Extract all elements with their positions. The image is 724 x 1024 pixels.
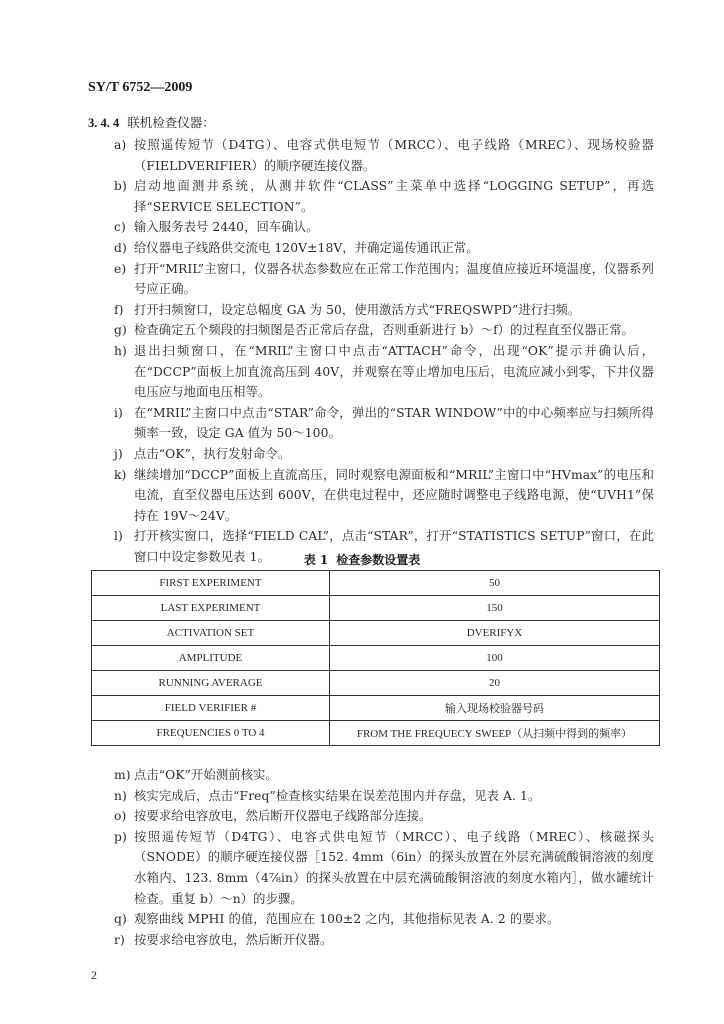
step-text: 按照遥传短节（D4TG）、电容式供电短节（MRCC）、电子线路（MREC）、核磁探头（SNODE）的顺序硬连接仪器［152. 4mm（6in）的探头放置在外层充满硫酸铜溶液的刻度水箱内、123. 8mm（4⅞in）的探头放置在中层充满硫酸铜溶液的刻度水箱内］，做水罐统计检查。重复 b）～n）的步骤。	[134, 829, 654, 906]
step-marker: f)	[114, 302, 124, 317]
procedure-steps-top	[114, 135, 654, 567]
step-text: 打开“MRIL”主窗口，仪器各状态参数应在正常工作范围内；温度值应接近环境温度，仪器系列号应正确。	[134, 261, 654, 297]
step-q	[114, 909, 654, 930]
step-marker: b)	[114, 179, 127, 194]
step-marker: d)	[114, 240, 127, 255]
step-h	[114, 341, 654, 403]
step-d	[114, 238, 654, 259]
step-text: 退出扫频窗口，在“MRIL”主窗口中点击“ATTACH”命令，出现“OK”提示并确认后，在“DCCP”面板上加直流高压到 40V，并观察在等止增加电压后，电流应减小到零，下井仪器电压应与地面电压相等。	[134, 343, 654, 400]
param-value: DVERIFYX	[330, 621, 660, 646]
param-value: 20	[330, 671, 660, 696]
step-text: 按要求给电容放电，然后断开仪器电子线路部分连接。	[134, 809, 432, 824]
param-value: 150	[330, 596, 660, 621]
step-marker: i)	[114, 405, 123, 420]
table-row	[92, 621, 660, 646]
step-text: 启动地面测井系统，从测井软件“CLASS”主菜单中选择“LOGGING SETUP”，再选择“SERVICE SELECTION”。	[134, 179, 654, 214]
parameter-table	[91, 570, 660, 746]
step-marker: p)	[114, 829, 127, 844]
step-marker: o)	[114, 809, 127, 824]
step-marker: m)	[114, 768, 131, 782]
step-marker: k)	[114, 467, 127, 482]
step-marker: n)	[114, 788, 127, 803]
step-o	[114, 806, 654, 827]
param-name: RUNNING AVERAGE	[92, 671, 330, 696]
table-row	[92, 721, 660, 746]
step-marker: g)	[114, 323, 127, 338]
param-value: 100	[330, 646, 660, 671]
table-title: 检查参数设置表	[336, 553, 421, 567]
param-value: FROM THE FREQUECY SWEEP（从扫频中得到的频率）	[330, 721, 660, 746]
step-j	[114, 444, 654, 465]
step-text: 按要求给电容放电，然后断开仪器。	[134, 932, 333, 947]
step-text: 按照遥传短节（D4TG）、电容式供电短节（MRCC）、电子线路（MREC）、现场校验器（FIELDVERIFIER）的顺序硬连接仪器。	[134, 138, 654, 173]
standard-code-header: SY/T 6752—2009	[88, 80, 193, 95]
step-marker: c)	[114, 220, 126, 235]
step-text: 核实完成后，点击“Freq”检查核实结果在误差范围内并存盘，见表 A. 1。	[134, 788, 541, 803]
section-title: 联机检查仪器：	[127, 115, 215, 130]
step-text: 输入服务表号 2440，回车确认。	[134, 220, 319, 235]
step-a	[114, 135, 654, 176]
step-text: 打开核实窗口，选择“FIELD CAL”，点击“STAR”，打开“STATISTICS SETUP”窗口，在此窗口中设定参数见表 1。	[134, 529, 654, 564]
step-marker: h)	[114, 343, 127, 358]
page-number: 2	[91, 968, 97, 982]
step-text: 在“MRIL”主窗口中点击“STAR”命令，弹出的“STAR WINDOW”中的中心频率应与扫频所得频率一致，设定 GA 值为 50～100。	[134, 405, 654, 441]
param-name: LAST EXPERIMENT	[92, 596, 330, 621]
step-p	[114, 827, 654, 909]
step-g	[114, 320, 654, 341]
step-k	[114, 465, 654, 527]
step-text: 点击“OK”开始测前核实。	[134, 768, 278, 782]
table-caption	[0, 551, 724, 568]
step-r	[114, 930, 654, 951]
param-name: FREQUENCIES 0 TO 4	[92, 721, 330, 746]
param-name: FIELD VERIFIER #	[92, 696, 330, 721]
step-i	[114, 403, 654, 444]
section-number: 3. 4. 4	[88, 116, 120, 130]
param-name: ACTIVATION SET	[92, 621, 330, 646]
step-marker: j)	[114, 446, 123, 461]
table-row	[92, 571, 660, 596]
param-value: 输入现场校验器号码	[330, 696, 660, 721]
step-text: 点击“OK”，执行发射命令。	[134, 446, 291, 461]
section-heading	[88, 113, 215, 133]
table-number: 表 1	[303, 553, 329, 567]
step-text: 给仪器电子线路供交流电 120V±18V，并确定遥传通讯正常。	[134, 240, 479, 255]
step-f	[114, 300, 654, 321]
param-value: 50	[330, 571, 660, 596]
step-text: 打开扫频窗口，设定总幅度 GA 为 50，使用激活方式“FREQSWPD”进行扫频。	[134, 302, 581, 317]
table-row	[92, 696, 660, 721]
step-marker: e)	[114, 261, 127, 276]
table-row	[92, 671, 660, 696]
step-text: 观察曲线 MPHI 的值，范围应在 100±2 之内，其他指标见表 A. 2 的要求。	[134, 912, 560, 927]
step-text: 继续增加“DCCP”面板上直流高压，同时观察电源面板和“MRIL”主窗口中“HVmax”的电压和电流，直至仪器电压达到 600V，在供电过程中，还应随时调整电子线路电源，使“UVH1”保持在 19V～24V。	[134, 467, 654, 523]
step-c	[114, 217, 654, 238]
step-marker: r)	[114, 932, 125, 947]
step-b	[114, 176, 654, 217]
step-marker: a)	[114, 138, 127, 152]
step-n	[114, 786, 654, 807]
step-m	[114, 765, 654, 786]
step-text: 检查确定五个频段的扫频图是否正常后存盘，否则重新进行 b）～f）的过程直至仪器正常。	[134, 323, 635, 338]
param-name: AMPLITUDE	[92, 646, 330, 671]
table-row	[92, 596, 660, 621]
step-marker: l)	[114, 529, 123, 544]
param-name: FIRST EXPERIMENT	[92, 571, 330, 596]
step-marker: q)	[114, 912, 127, 927]
table-row	[92, 646, 660, 671]
step-e	[114, 259, 654, 300]
procedure-steps-bottom	[114, 765, 654, 950]
